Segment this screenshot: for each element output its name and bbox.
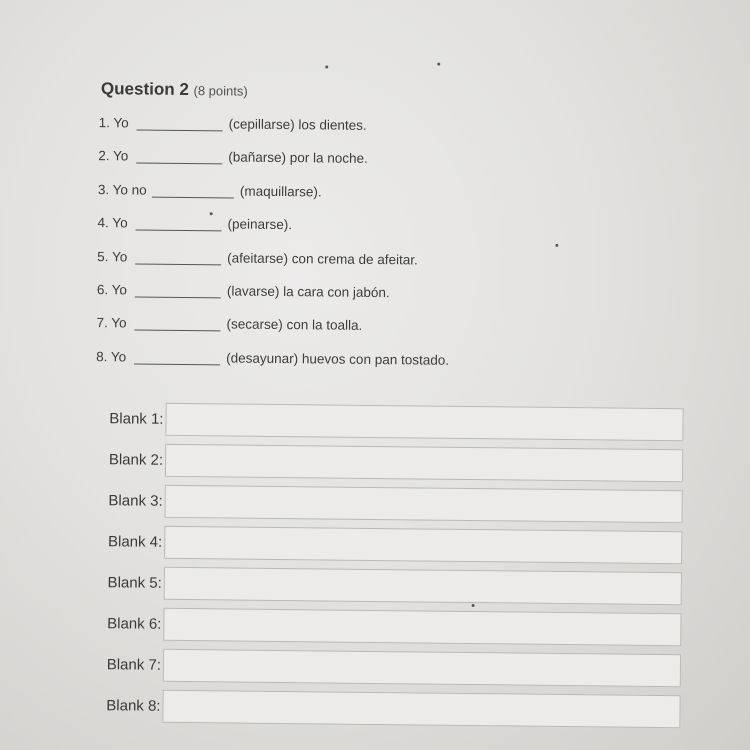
blank-answers xyxy=(92,402,695,736)
blank-4-input[interactable] xyxy=(164,526,682,564)
sentence-item-7 xyxy=(96,315,516,353)
sentence-item-1 xyxy=(98,115,518,153)
sentence-hint: (afeitarse) con crema de afeitar. xyxy=(227,250,418,268)
dust-speck xyxy=(437,63,440,66)
sentence-prefix: 1. Yo xyxy=(98,115,129,131)
answer-line xyxy=(135,230,221,232)
answer-line xyxy=(137,129,223,131)
answer-line xyxy=(135,263,221,265)
blank-label: Blank 6: xyxy=(107,615,162,633)
answer-line xyxy=(134,330,220,332)
blank-6-input[interactable] xyxy=(163,608,681,646)
blank-label: Blank 1: xyxy=(109,410,164,428)
question-header xyxy=(101,79,248,101)
sentence-list xyxy=(96,115,519,387)
dust-speck xyxy=(210,212,213,215)
sentence-item-2 xyxy=(98,148,518,186)
answer-line xyxy=(136,163,222,165)
question-title: Question 2 xyxy=(100,79,189,100)
blank-1-input[interactable] xyxy=(165,403,683,441)
sentence-hint: (peinarse). xyxy=(227,216,293,233)
blank-label: Blank 5: xyxy=(107,574,162,592)
blank-7-input[interactable] xyxy=(163,649,681,687)
sentence-hint: (cepillarse) los dientes. xyxy=(228,116,367,133)
blank-3-input[interactable] xyxy=(164,485,682,523)
sentence-hint: (lavarse) la cara con jabón. xyxy=(226,283,390,301)
sentence-prefix: 6. Yo xyxy=(96,282,128,298)
sentence-prefix: 2. Yo xyxy=(98,148,129,164)
dust-speck xyxy=(555,244,558,247)
blank-label: Blank 3: xyxy=(108,492,163,510)
sentence-prefix: 5. Yo xyxy=(97,248,128,264)
answer-line xyxy=(135,296,221,298)
blank-row-3 xyxy=(94,484,694,531)
blank-5-input[interactable] xyxy=(164,567,682,605)
dust-speck xyxy=(325,65,328,68)
sentence-item-3 xyxy=(98,182,518,220)
blank-2-input[interactable] xyxy=(165,444,683,482)
sentence-prefix: 4. Yo xyxy=(97,215,128,231)
sentence-prefix: 7. Yo xyxy=(96,315,127,331)
blank-label: Blank 4: xyxy=(107,533,163,551)
sentence-hint: (bañarse) por la noche. xyxy=(228,149,368,167)
blank-row-8 xyxy=(92,689,692,736)
answer-line xyxy=(152,196,234,198)
sentence-hint: (secarse) con la toalla. xyxy=(226,316,363,334)
blank-row-2 xyxy=(95,443,695,490)
blank-row-4 xyxy=(94,525,694,572)
sentence-item-4 xyxy=(97,215,517,253)
blank-row-1 xyxy=(95,402,695,449)
answer-line xyxy=(134,363,220,365)
sentence-item-6 xyxy=(97,282,517,320)
blank-label: Blank 7: xyxy=(106,656,162,674)
sentence-prefix: 3. Yo no xyxy=(97,181,147,198)
sentence-hint: (desayunar) huevos con pan tostado. xyxy=(226,350,450,368)
dust-speck xyxy=(472,604,475,607)
sentence-item-8 xyxy=(96,349,516,387)
blank-label: Blank 8: xyxy=(106,697,161,715)
blank-row-5 xyxy=(94,566,694,613)
sentence-prefix: 8. Yo xyxy=(96,348,127,365)
question-points: (8 points) xyxy=(193,83,248,99)
blank-row-7 xyxy=(93,648,693,695)
sentence-hint: (maquillarse). xyxy=(239,183,322,200)
blank-label: Blank 2: xyxy=(108,451,164,469)
blank-8-input[interactable] xyxy=(162,690,680,728)
sentence-item-5 xyxy=(97,249,517,287)
blank-row-6 xyxy=(93,607,693,654)
